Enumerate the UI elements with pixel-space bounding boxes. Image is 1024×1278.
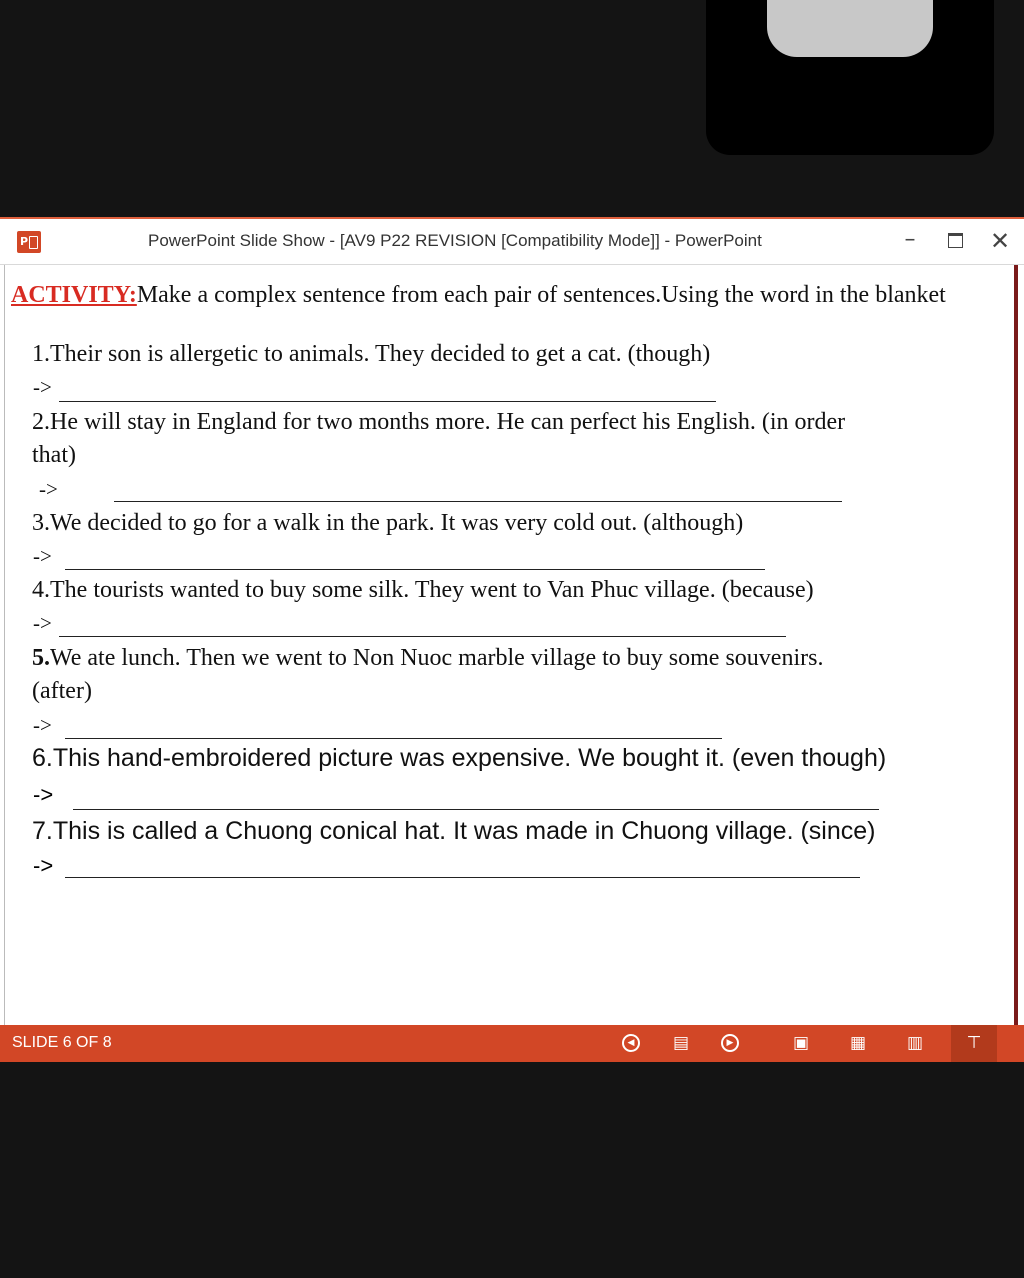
close-button[interactable]	[983, 225, 1017, 257]
notes-icon[interactable]: ▤	[672, 1033, 690, 1053]
close-icon: ✕	[989, 227, 1011, 255]
question-1: 1.Their son is allergetic to animals. They decided to get a cat. (though)	[32, 341, 711, 367]
notch-pill	[767, 0, 933, 57]
normal-view-icon[interactable]: ▣	[792, 1033, 810, 1053]
question-5-cont: (after)	[32, 678, 92, 704]
answer-arrow-4: ->	[33, 611, 52, 635]
answer-arrow-2: ->	[39, 477, 58, 501]
question-5	[32, 642, 823, 675]
powerpoint-icon	[17, 231, 41, 253]
answer-line-2	[114, 501, 842, 502]
reading-view-icon[interactable]: ▥	[906, 1033, 924, 1053]
previous-icon[interactable]: ◀	[618, 1031, 644, 1055]
powerpoint-window	[0, 217, 1024, 1060]
slide-canvas[interactable]	[4, 265, 1018, 1025]
question-7: 7.This is called a Chuong conical hat. It was made in Chuong village. (since)	[32, 817, 876, 845]
answer-line-7	[65, 877, 860, 878]
question-2-cont: that)	[32, 442, 76, 468]
window-title: PowerPoint Slide Show - [AV9 P22 REVISION [Compatibility Mode]] - PowerPoint	[148, 231, 762, 250]
minimize-button[interactable]	[893, 225, 927, 257]
next-icon[interactable]: ▶	[717, 1031, 743, 1055]
answer-arrow-5: ->	[33, 713, 52, 737]
answer-line-4	[59, 636, 786, 637]
slide-show-icon[interactable]: ⊤	[951, 1025, 997, 1062]
minimize-icon: –	[904, 227, 916, 252]
answer-line-5	[65, 738, 722, 739]
answer-arrow-6: ->	[33, 782, 54, 807]
answer-arrow-3: ->	[33, 544, 52, 568]
activity-label: ACTIVITY:	[11, 282, 137, 308]
question-5-text: We ate lunch. Then we went to Non Nuoc marble village to buy some souvenirs.	[50, 645, 824, 671]
activity-instruction: Make a complex sentence from each pair of sentences.Using the word in the blanket	[136, 282, 946, 308]
answer-arrow-7: ->	[33, 853, 54, 878]
answer-arrow-1: ->	[33, 375, 52, 399]
title-bar	[0, 219, 1024, 265]
slide-counter: SLIDE 6 OF 8	[12, 1034, 112, 1051]
question-3: 3.We decided to go for a walk in the park. It was very cold out. (although)	[32, 510, 744, 536]
answer-line-6	[73, 809, 879, 810]
question-4: 4.The tourists wanted to buy some silk. They went to Van Phuc village. (because)	[32, 577, 814, 603]
answer-line-3	[65, 569, 765, 570]
maximize-button[interactable]	[938, 225, 972, 257]
question-5-number: 5.	[32, 645, 50, 671]
app-icon-letter: P	[20, 235, 29, 248]
status-bar	[0, 1025, 1024, 1062]
question-2: 2.He will stay in England for two months more. He can perfect his English. (in order	[32, 409, 846, 435]
question-6: 6.This hand-embroidered picture was expensive. We bought it. (even though)	[32, 744, 887, 772]
slide-heading	[11, 279, 1001, 312]
maximize-icon	[948, 233, 963, 248]
answer-line-1	[59, 401, 716, 402]
slide-sorter-icon[interactable]: ▦	[849, 1033, 867, 1053]
